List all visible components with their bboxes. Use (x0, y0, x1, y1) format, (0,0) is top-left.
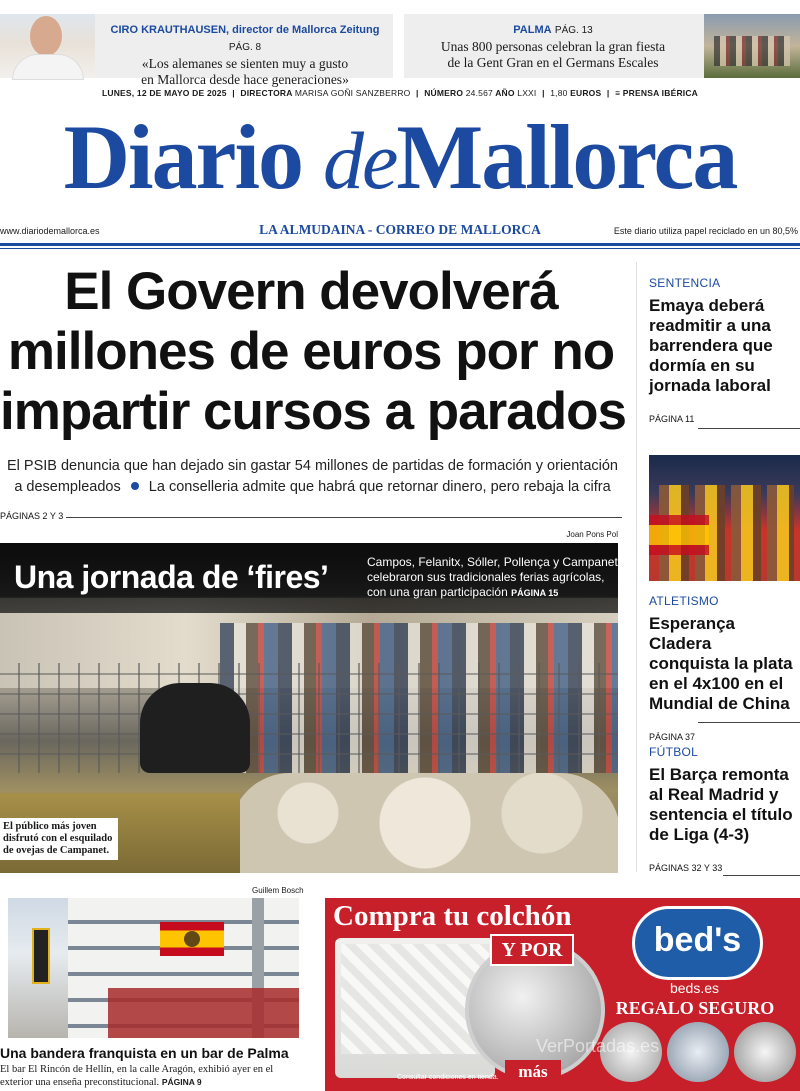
fair-sheep (230, 773, 618, 873)
teaser-name: CIRO KRAUTHAUSEN, director de Mallorca Zeitung (110, 24, 380, 36)
francoist-flag (160, 922, 224, 956)
main-headline-line3: impartir cursos a parados (0, 382, 626, 441)
top-teaser-right[interactable] (404, 14, 800, 78)
headline-line: sentencia el título (649, 805, 793, 824)
publisher: ≡ PRENSA IBÉRICA (615, 88, 699, 98)
masthead-mallorca: Mallorca (396, 106, 737, 208)
main-deck (0, 456, 625, 498)
teaser-page: PÁG. 13 (554, 25, 593, 36)
top-teaser-left[interactable] (0, 14, 393, 87)
issue-number: 24.567 (465, 88, 493, 98)
fair-photo[interactable] (0, 543, 618, 873)
main-deck-line2a: a desempleados (14, 479, 121, 495)
photo-caption-line2: disfrutó con el esquilado (3, 833, 113, 844)
dateline: LUNES, 12 DE MAYO DE 2025 | DIRECTORA MARISA GOÑI SANZBERRO | NÚMERO 24.567 AÑO LXXI | 1,80 EUROS | ≡ PRENSA IBÉRICA (101, 88, 699, 98)
headline-line: readmitir a una (649, 316, 771, 335)
sidebar-pages: PÁGINA 37 (649, 732, 696, 742)
headline-line: jornada laboral (649, 376, 771, 395)
photo-credit: Joan Pons Pol (566, 530, 618, 539)
photo-caption (0, 818, 118, 860)
ad-gift: REGALO SEGURO (615, 998, 775, 1018)
issue-date: LUNES, 12 DE MAYO DE 2025 (101, 88, 227, 98)
bottom-page[interactable]: PÁGINA 9 (161, 1077, 202, 1087)
ad-headline: Compra tu colchón (333, 900, 572, 932)
bottom-text-line1: El bar El Rincón de Hellín, en la calle Aragón, exhibió ayer en el (0, 1064, 274, 1075)
headline-line: al Real Madrid y (649, 785, 779, 804)
recycle-note: Este diario utiliza papel reciclado en un 80,5% (613, 226, 798, 236)
sidebar-rule (723, 875, 800, 876)
bottom-photo-credit: Guillem Bosch (252, 886, 304, 895)
price: 1,80 (550, 88, 568, 98)
photo-story-page[interactable]: PÁGINA 15 (511, 588, 559, 598)
crowd-figures (714, 36, 790, 66)
bottom-text (0, 1064, 310, 1089)
headline-line: en el 4x100 en el (649, 674, 784, 693)
ad-mas: más (505, 1060, 561, 1084)
sidebar-headline (649, 296, 800, 396)
sidebar-tag: ATLETISMO (649, 594, 719, 608)
fair-shearer (140, 683, 250, 773)
flag-bar-photo[interactable] (8, 898, 299, 1038)
issue-number-label: NÚMERO (424, 88, 464, 98)
teaser-text-line1: Unas 800 personas celebran la gran fiesta (440, 39, 666, 54)
ad-site: beds.es (669, 980, 720, 996)
sidebar-rule (698, 428, 800, 429)
beds-logo (632, 906, 763, 980)
photo-story-text-line1: Campos, Felanitx, Sóller, Pollença y Campanet (367, 555, 618, 569)
sidebar-pages: PÁGINAS 32 Y 33 (649, 863, 723, 873)
main-deck-line1: El PSIB denuncia que han dejado sin gastar 54 millones de partidas de formación y orientación (7, 458, 618, 474)
bottom-headline[interactable]: Una bandera franquista en un bar de Palma (0, 1045, 289, 1061)
main-headline-line1: El Govern devolverá (64, 262, 558, 321)
sidebar-rule (698, 722, 800, 723)
photo-story-title: Una jornada de ‘fires’ (14, 559, 329, 595)
headline-line: dormía en su (649, 356, 755, 375)
fair-fence (0, 663, 618, 773)
headline-line: El Barça remonta (649, 765, 789, 784)
sidebar-headline (649, 614, 800, 714)
currency: EUROS (570, 88, 602, 98)
main-deck-line2b: La conselleria admite que habrá que retornar dinero, pero rebaja la cifra (148, 479, 611, 495)
sidebar-headline (649, 765, 800, 845)
headline-line: Mundial de China (649, 694, 790, 713)
sidebar-tag: SENTENCIA (649, 276, 721, 290)
teaser-crowd-photo (704, 14, 800, 78)
watermark: VerPortadas.es (536, 1036, 660, 1056)
masthead-rule-thin (0, 248, 800, 249)
spanish-flag (649, 515, 709, 555)
directora-name: MARISA GOÑI SANZBERRO (294, 88, 411, 98)
photo-story-text-line3: con una gran participación (367, 585, 508, 599)
teaser-section: PALMA (513, 24, 552, 36)
athletics-photo[interactable] (649, 455, 800, 581)
masthead-rule-thick (0, 243, 800, 246)
photo-story-text (367, 555, 617, 601)
sidebar-pages: PÁGINA 11 (649, 414, 695, 424)
main-headline-line2: millones de euros por no (7, 322, 615, 381)
traffic-light (32, 928, 50, 984)
sidebar-tag: FÚTBOL (649, 745, 699, 759)
ad-ypor: Y POR (490, 934, 574, 966)
bottom-text-line2: exterior una enseña preconstitucional. (0, 1077, 160, 1088)
sidebar-item-atletismo[interactable] (649, 594, 800, 742)
photo-story-text-line2: celebraron sus tradicionales ferias agrícolas, (367, 570, 605, 584)
teaser-text-line2: de la Gent Gran en el Germans Escales (447, 55, 659, 70)
sidebar-item-futbol[interactable] (649, 745, 800, 873)
masthead-de: de (323, 115, 397, 206)
beds-ad[interactable] (325, 898, 800, 1091)
main-pages-rule (66, 517, 622, 518)
bullet-dot (131, 482, 139, 490)
masthead-subtitle: LA ALMUDAINA - CORREO DE MALLORCA (259, 222, 541, 237)
gift-sheets (734, 1022, 796, 1082)
year-label: AÑO (495, 88, 515, 98)
photo-caption-line3: de ovejas de Campanet. (3, 845, 110, 856)
sidebar-item-sentencia[interactable] (649, 276, 800, 424)
portrait-shirt (12, 54, 84, 80)
portrait-head (30, 16, 62, 56)
main-headline[interactable] (0, 262, 626, 442)
site-url[interactable]: www.diariodemallorca.es (0, 226, 100, 236)
gift-duvet (667, 1022, 729, 1082)
directora-label: DIRECTORA (240, 88, 293, 98)
sidebar-divider (636, 262, 637, 872)
flag-eagle (184, 931, 200, 947)
teaser-quote-line2: en Mallorca desde hace generaciones» (141, 72, 349, 87)
headline-line: barrendera que (649, 336, 773, 355)
photo-caption-line1: El público más joven (3, 821, 97, 832)
masthead-diario: Diario (63, 106, 303, 208)
year-value: LXXI (517, 88, 537, 98)
main-pages[interactable]: PÁGINAS 2 Y 3 (0, 511, 64, 521)
teaser-portrait-photo (0, 14, 95, 78)
masthead[interactable] (0, 102, 800, 216)
headline-line: de Liga (4-3) (649, 825, 750, 844)
teaser-page: PÁG. 8 (228, 42, 262, 53)
ad-fineprint: Consultar condiciones en tienda. (397, 1074, 499, 1081)
headline-line: conquista la plata (649, 654, 793, 673)
headline-line: Emaya deberá (649, 296, 765, 315)
teaser-quote-line1: «Los alemanes se sienten muy a gusto (141, 56, 349, 71)
bar-awning (108, 988, 299, 1038)
headline-line: Esperança Cladera (649, 614, 735, 653)
beds-logo-text: bed's (653, 921, 742, 959)
